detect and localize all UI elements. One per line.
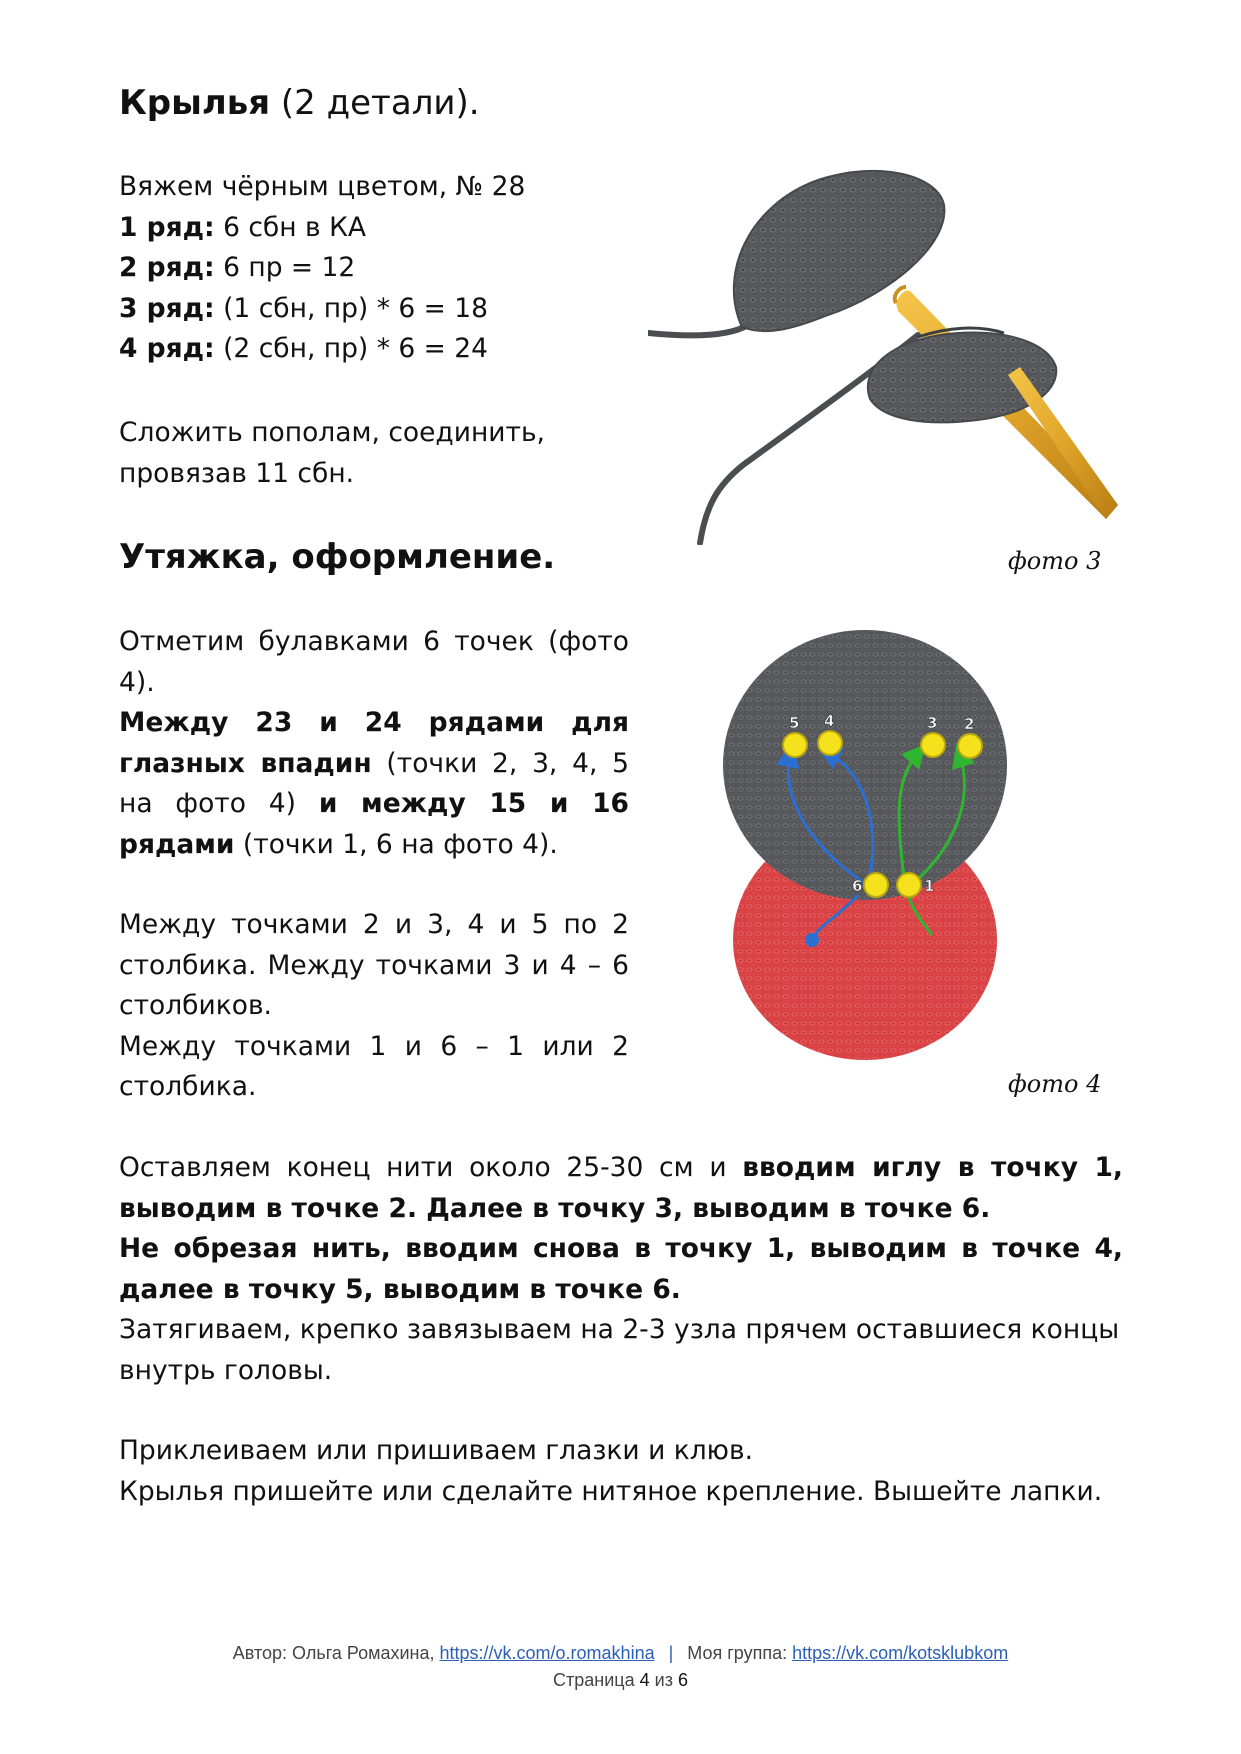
pin-label-4: 4 (824, 712, 835, 730)
step-3: Затягиваем, крепко завязываем на 2-3 узла прячем оставшиеся концы внутрь головы. (119, 1314, 1120, 1386)
row-4: 4 ряд: (2 сбн, пр) * 6 = 24 (119, 333, 489, 364)
photo-4-caption: фото 4 (1008, 1070, 1102, 1098)
row-3: 3 ряд: (1 сбн, пр) * 6 = 18 (119, 292, 489, 324)
step-2: Не обрезая нить, вводим снова в точку 1, выводим в точке 4, далее в точку 5, выводим в точке 6. (119, 1233, 1123, 1305)
section-title-tightening: Утяжка, оформление. (119, 537, 556, 577)
pin-2 (958, 734, 982, 758)
group-link[interactable]: https://vk.com/kotsklubkom (792, 1643, 1009, 1663)
pin-5 (783, 733, 807, 757)
pin-3 (921, 733, 945, 757)
wings-instructions (119, 167, 639, 370)
step-5: Крылья пришейте или сделайте нитяное крепление. Вышейте лапки. (119, 1475, 1103, 1507)
footer-separator: | (668, 1643, 674, 1663)
photo-3-caption: фото 3 (1008, 547, 1102, 575)
step-4: Приклеиваем или пришиваем глазки и клюв. (119, 1435, 754, 1466)
stitch-spacing-eyes: Между точками 2 и 3, 4 и 5 по 2 столбика. Между точками 3 и 4 – 6 столбиков. (119, 909, 629, 1021)
pin-4 (818, 731, 842, 755)
pins-note: Отметим булавками 6 точек (фото 4). (119, 626, 629, 698)
page-footer (0, 1643, 1241, 1691)
pin-label-6: 6 (852, 877, 863, 895)
row-2: 2 ряд: 6 пр = 12 (119, 252, 356, 283)
wings-intro: Вяжем чёрным цветом, № 28 (119, 171, 526, 202)
pin-label-3: 3 (927, 714, 938, 732)
stitch-spacing-bottom: Между точками 1 и 6 – 1 или 2 столбика. (119, 1030, 629, 1102)
assembly-steps (119, 1148, 1123, 1512)
footer-credits: Автор: Ольга Ромахина, https://vk.com/o.romakhina | Моя группа: https://vk.com/kotsklubkom (232, 1643, 1009, 1663)
pin-label-5: 5 (789, 714, 800, 732)
step-1: Оставляем конец нити около 25-30 см и вводим иглу в точку 1, выводим в точке 2. Далее в точку 3, выводим в точке 6. (119, 1152, 1123, 1224)
pin-label-1: 1 (924, 877, 935, 895)
photo-4-head (700, 605, 1030, 1075)
section-title-wings: Крылья (2 детали). (119, 83, 480, 123)
pin-1 (897, 873, 921, 897)
author-link[interactable]: https://vk.com/o.romakhina (439, 1643, 655, 1663)
tightening-instructions (119, 622, 629, 1108)
pin-label-2: 2 (964, 715, 975, 733)
pin-6 (864, 873, 888, 897)
wings-fold-note: Сложить пополам, соединить, провязав 11 сбн. (119, 417, 545, 489)
page-number: Страница 4 из 6 (553, 1670, 688, 1690)
pins-location: Между 23 и 24 рядами для глазных впадин (точки 2, 3, 4, 5 на фото 4) и между 15 и 16 рядами (точки 1, 6 на фото 4). (119, 707, 629, 860)
row-1: 1 ряд: 6 сбн в КА (119, 211, 367, 243)
photo-3-wings (648, 75, 1124, 545)
